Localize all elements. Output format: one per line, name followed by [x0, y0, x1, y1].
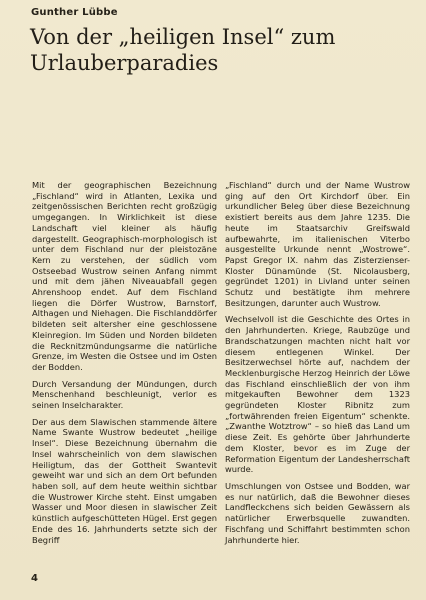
paragraph: Der aus dem Slawischen stammende ältere Name Swante Wustrow bedeutet „heilige Insel“. Diese Bezeichnung übernahm die Insel wahrscheinlich von dem slawischen Heiligtum, das der Gottheit Swantevit geweiht war und sich an dem Ort befunden haben soll, auf dem heute weithin sichtbar die Wustrower Kirche steht. Einst umgaben Wasser und Moor diesen in slawischer Zeit künstlich aufgeschütteten Hügel. Erst gegen Ende des 16. Jahrhunderts setzte sich der Begriff — [32, 416, 217, 545]
article-title: Von der „heiligen Insel“ zum Urlauberparadies — [30, 25, 336, 75]
paragraph: Durch Versandung der Mündungen, durch Menschenhand beschleunigt, verlor es seinen Inselcharakter. — [32, 378, 217, 411]
author-name: Gunther Lübbe — [31, 7, 118, 18]
left-text-column — [32, 180, 217, 551]
paragraph: Mit der geographischen Bezeichnung „Fischland“ wird in Atlanten, Lexika und zeitgenössischen Berichten recht großzügig umgegangen. In Wirklichkeit ist diese Landschaft viel kleiner als häufig dargestellt. Geographisch-morphologisch ist unter dem Fischland nur der pleistozäne Kern zu verstehen, der südlich vom Ostseebad Wustrow seinen Anfang nimmt und mit dem jähen Niveauabfall gegen Ahrenshoop endet. Auf dem Fischland liegen die Dörfer Wustrow, Barnstorf, Althagen und Niehagen. Die Fischlanddörfer bildeten seit altersher eine geschlossene Kleinregion. Im Süden und Norden bildeten die Recknitzmündungsarme die natürliche Grenze, im Westen die Ostsee und im Osten der Bodden. — [32, 180, 217, 372]
paragraph: „Fischland“ durch und der Name Wustrow ging auf den Ort Kirchdorf über. Ein urkundlicher Beleg über diese Bezeichnung existiert bereits aus dem Jahre 1235. Die heute im Staatsarchiv Greifswald aufbewahrte, im italienischen Viterbo ausgestellte Urkunde nennt „Wostrowe“. Papst Gregor IX. nahm das Zisterzienser-Kloster Dünamünde (St. Nicolausberg, gegründet 1201) in Livland unter seinen Schutz und bestätigte ihm mehrere Besitzungen, darunter auch Wustrow. — [225, 180, 410, 308]
right-text-column — [225, 180, 410, 551]
paragraph: Umschlungen von Ostsee und Bodden, war es nur natürlich, daß die Bewohner dieses Landfleckchens sich beiden Gewässern als natürlicher Erwerbsquelle zuwandten. Fischfang und Schiffahrt bestimmten schon Jahrhunderte hier. — [225, 480, 410, 545]
page-number: 4 — [31, 573, 38, 584]
paragraph: Wechselvoll ist die Geschichte des Ortes in den Jahrhunderten. Kriege, Raubzüge und Brandschatzungen machten nicht halt vor diesem entlegenen Winkel. Der Besitzerwechsel hörte auf, nachdem der Mecklenburgische Herzog Heinrich der Löwe das Fischland einschließlich der von ihm mitgekauften Bewohner dem 1323 gegründeten Kloster Ribnitz zum „fortwährenden freien Eigentum“ schenkte. „Zwanthe Wotztrow“ – so hieß das Land um diese Zeit. Es gehörte über Jahrhunderte dem Kloster, bevor es im Zuge der Reformation Eigentum der Landesherrschaft wurde. — [225, 314, 410, 475]
